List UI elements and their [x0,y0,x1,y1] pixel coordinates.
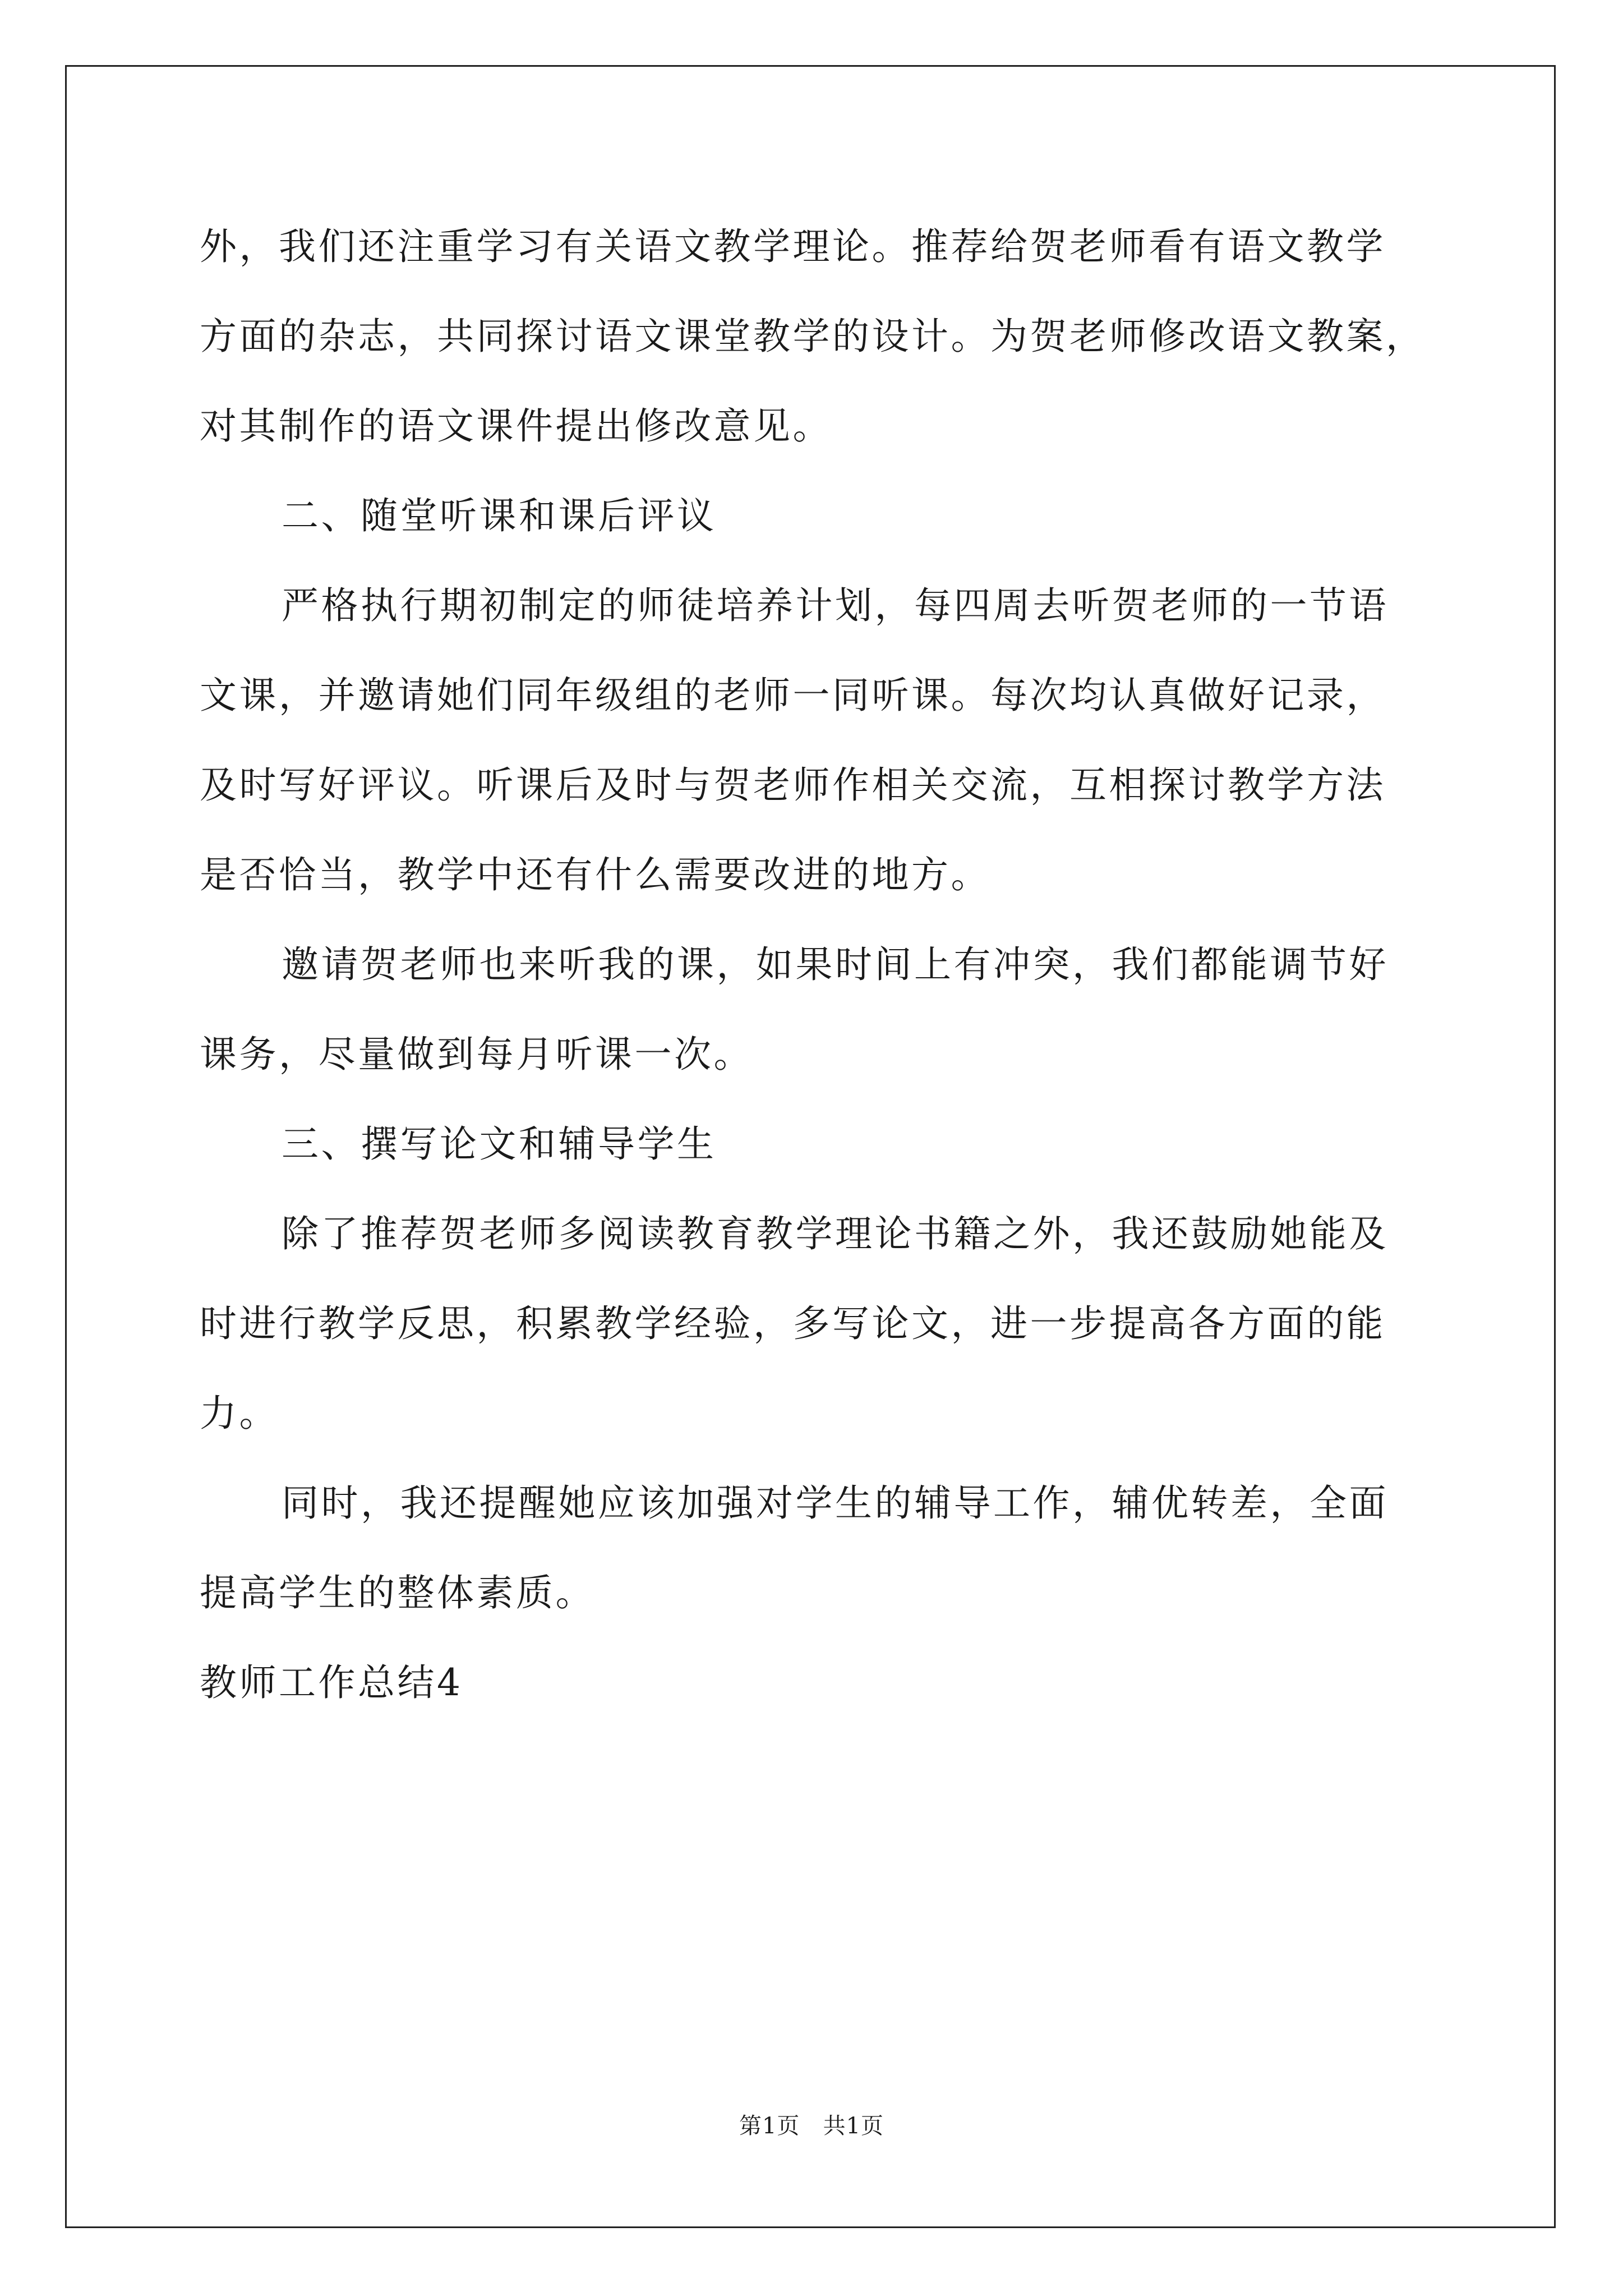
paragraph-line: 邀请贺老师也来听我的课，如果时间上有冲突，我们都能调节好 [282,943,1389,986]
paragraph-line: 时进行教学反思，积累教学经验，多写论文，进一步提高各方面的能 [200,1302,1386,1345]
paragraph-line: 及时写好评议。听课后及时与贺老师作相关交流，互相探讨教学方法 [200,763,1386,807]
page-number: 第1页 [739,2113,800,2139]
page-footer [0,2112,1623,2140]
document-title: 教师工作总结4 [200,1661,463,1704]
paragraph-line: 严格执行期初制定的师徒培养计划，每四周去听贺老师的一节语 [282,584,1389,627]
paragraph-line: 同时，我还提醒她应该加强对学生的辅导工作，辅优转差，全面 [282,1481,1389,1525]
paragraph-line: 课务，尽量做到每月听课一次。 [200,1033,753,1076]
paragraph-line: 除了推荐贺老师多阅读教育教学理论书籍之外，我还鼓励她能及 [282,1212,1389,1255]
paragraph-line: 提高学生的整体素质。 [200,1571,595,1614]
page-total: 共1页 [823,2113,884,2139]
paragraph-line: 方面的杂志，共同探讨语文课堂教学的设计。为贺老师修改语文教案， [200,315,1426,358]
paragraph-line: 对其制作的语文课件提出修改意见。 [200,404,832,448]
paragraph-line: 是否恰当，教学中还有什么需要改进的地方。 [200,853,990,896]
paragraph-line: 文课，并邀请她们同年级组的老师一同听课。每次均认真做好记录， [200,674,1386,717]
section-heading: 二、随堂听课和课后评议 [282,494,717,537]
paragraph-line: 力。 [200,1392,279,1435]
paragraph-line: 外，我们还注重学习有关语文教学理论。推荐给贺老师看有语文教学 [200,225,1386,268]
section-heading: 三、撰写论文和辅导学生 [282,1122,717,1166]
